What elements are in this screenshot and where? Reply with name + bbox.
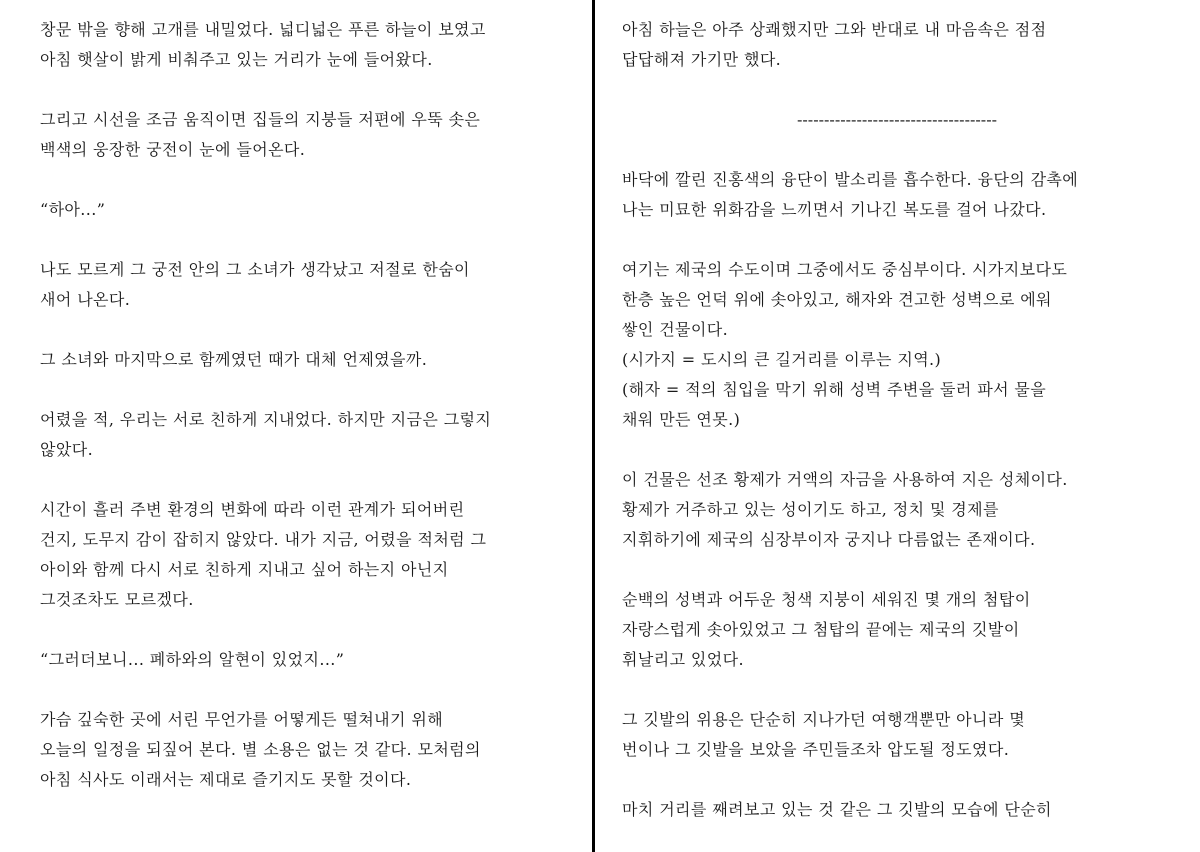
text-line: 새어 나온다. [40, 290, 131, 309]
text-line: 그 소녀와 마지막으로 함께였던 때가 대체 언제였을까. [40, 350, 428, 369]
text-line: 바닥에 깔린 진홍색의 융단이 발소리를 흡수한다. 융단의 감촉에 [622, 170, 1079, 189]
scene-separator: ------------------------------------- [796, 110, 998, 129]
text-line: 백색의 웅장한 궁전이 눈에 들어온다. [40, 140, 306, 159]
text-line: 건지, 도무지 감이 잡히지 않았다. 내가 지금, 어렸을 적처럼 그 [40, 530, 487, 549]
blank-line [40, 75, 580, 105]
text-line: 아침 햇살이 밝게 비춰주고 있는 거리가 눈에 들어왔다. [40, 50, 433, 69]
text-line: 여기는 제국의 수도이며 그중에서도 중심부이다. 시가지보다도 [622, 260, 1068, 279]
text-line: 순백의 성벽과 어두운 청색 지붕이 세워진 몇 개의 첨탑이 [622, 590, 1031, 609]
text-line: 이 건물은 선조 황제가 거액의 자금을 사용하여 지은 성체이다. [622, 470, 1068, 489]
blank-line [622, 135, 1172, 165]
blank-line [622, 225, 1172, 255]
text-line: 아침 식사도 이래서는 제대로 즐기지도 못할 것이다. [40, 770, 412, 789]
text-line: 오늘의 일정을 되짚어 본다. 별 소용은 없는 것 같다. 모처럼의 [40, 740, 481, 759]
text-line: 답답해져 가기만 했다. [622, 50, 782, 69]
text-line: 채워 만든 연못.) [622, 410, 741, 429]
blank-line [622, 675, 1172, 705]
blank-line [40, 465, 580, 495]
text-line: “하아...” [40, 200, 106, 219]
text-line: 창문 밖을 향해 고개를 내밀었다. 넓디넓은 푸른 하늘이 보였고 [40, 20, 486, 39]
blank-line [40, 225, 580, 255]
text-line: 한층 높은 언덕 위에 솟아있고, 해자와 견고한 성벽으로 에워 [622, 290, 1052, 309]
text-line: (해자 = 적의 침입을 막기 위해 성벽 주변을 둘러 파서 물을 [622, 380, 1047, 399]
blank-line [622, 555, 1172, 585]
text-line: (시가지 = 도시의 큰 길거리를 이루는 지역.) [622, 350, 942, 369]
text-line: 가슴 깊숙한 곳에 서린 무언가를 어떻게든 떨쳐내기 위해 [40, 710, 444, 729]
text-line: 그리고 시선을 조금 움직이면 집들의 지붕들 저편에 우뚝 솟은 [40, 110, 481, 129]
text-line: 나도 모르게 그 궁전 안의 그 소녀가 생각났고 저절로 한숨이 [40, 260, 470, 279]
text-line: 번이나 그 깃발을 보았을 주민들조차 압도될 정도였다. [622, 740, 1010, 759]
text-line: 쌓인 건물이다. [622, 320, 729, 339]
text-line: 않았다. [40, 440, 94, 459]
right-page-text [622, 15, 1172, 825]
text-line: 마치 거리를 째려보고 있는 것 같은 그 깃발의 모습에 단순히 [622, 800, 1052, 819]
text-line: 아침 하늘은 아주 상쾌했지만 그와 반대로 내 마음속은 점점 [622, 20, 1047, 39]
text-line: 지휘하기에 제국의 심장부이자 궁지나 다름없는 존재이다. [622, 530, 1036, 549]
text-line: 휘날리고 있었다. [622, 650, 744, 669]
text-line: 그 깃발의 위용은 단순히 지나가던 여행객뿐만 아니라 몇 [622, 710, 1026, 729]
text-line: “그러더보니... 폐하와의 알현이 있었지...” [40, 650, 345, 669]
blank-line [622, 765, 1172, 795]
blank-line [622, 435, 1172, 465]
blank-line [40, 675, 580, 705]
left-page-text [40, 15, 580, 795]
blank-line [40, 165, 580, 195]
text-line: 어렸을 적, 우리는 서로 친하게 지내었다. 하지만 지금은 그렇지 [40, 410, 492, 429]
text-line: 아이와 함께 다시 서로 친하게 지내고 싶어 하는지 아닌지 [40, 560, 449, 579]
blank-line [40, 375, 580, 405]
page-divider [592, 0, 595, 852]
blank-line [622, 75, 1172, 105]
text-line: 시간이 흘러 주변 환경의 변화에 따라 이런 관계가 되어버린 [40, 500, 465, 519]
blank-line [40, 315, 580, 345]
text-line: 황제가 거주하고 있는 성이기도 하고, 정치 및 경제를 [622, 500, 999, 519]
text-line: 자랑스럽게 솟아있었고 그 첨탑의 끝에는 제국의 깃발이 [622, 620, 1020, 639]
text-line: 나는 미묘한 위화감을 느끼면서 기나긴 복도를 걸어 나갔다. [622, 200, 1047, 219]
blank-line [40, 615, 580, 645]
text-line: 그것조차도 모르겠다. [40, 590, 194, 609]
